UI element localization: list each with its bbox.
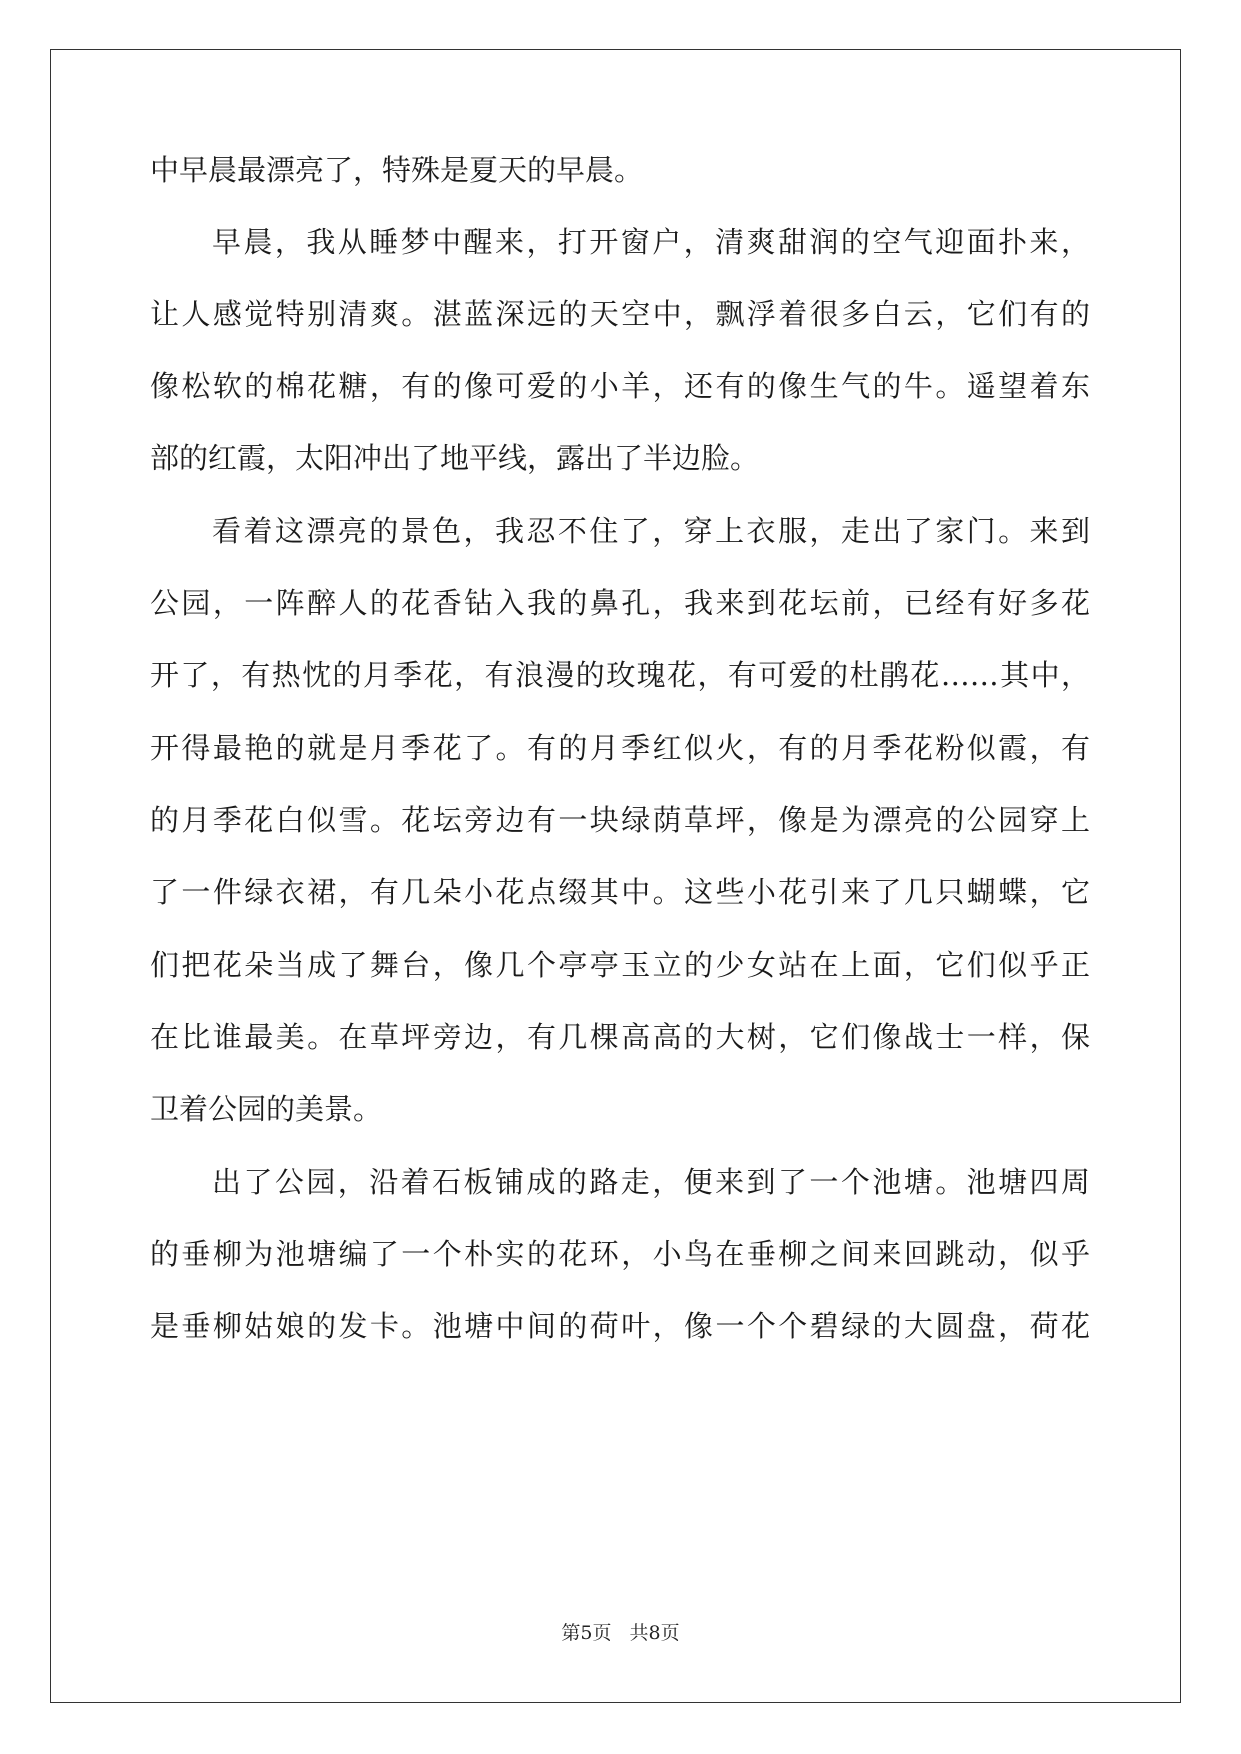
text-line-14: 卫着公园的美景。 [150, 1092, 383, 1126]
text-line-11: 了一件绿衣裙，有几朵小花点缀其中。这些小花引来了几只蝴蝶，它 [150, 875, 1090, 909]
text-line-16: 的垂柳为池塘编了一个朴实的花环，小鸟在垂柳之间来回跳动，似乎 [150, 1237, 1090, 1271]
text-line-1: 中早晨最漂亮了，特殊是夏天的早晨。 [150, 153, 644, 187]
text-line-12: 们把花朵当成了舞台，像几个亭亭玉立的少女站在上面，它们似乎正 [150, 948, 1090, 982]
text-line-17: 是垂柳姑娘的发卡。池塘中间的荷叶，像一个个碧绿的大圆盘，荷花 [150, 1309, 1090, 1343]
text-line-9: 开得最艳的就是月季花了。有的月季红似火，有的月季花粉似霞，有 [150, 731, 1090, 765]
text-line-13: 在比谁最美。在草坪旁边，有几棵高高的大树，它们像战士一样，保 [150, 1020, 1090, 1054]
text-line-5: 部的红霞，太阳冲出了地平线，露出了半边脸。 [150, 441, 760, 475]
page-number: 第5页 [561, 1622, 612, 1644]
text-line-3: 让人感觉特别清爽。湛蓝深远的天空中，飘浮着很多白云，它们有的 [150, 297, 1090, 331]
text-line-4: 像松软的棉花糖，有的像可爱的小羊，还有的像生气的牛。遥望着东 [150, 369, 1090, 403]
text-line-10: 的月季花白似雪。花坛旁边有一块绿荫草坪，像是为漂亮的公园穿上 [150, 803, 1090, 837]
text-line-7: 公园，一阵醉人的花香钻入我的鼻孔，我来到花坛前，已经有好多花 [150, 586, 1090, 620]
page-footer [0, 1618, 1241, 1645]
text-line-6: 看着这漂亮的景色，我忍不住了，穿上衣服，走出了家门。来到 [212, 514, 1090, 548]
page-total: 共8页 [629, 1622, 680, 1644]
text-line-2: 早晨，我从睡梦中醒来，打开窗户，清爽甜润的空气迎面扑来， [212, 225, 1090, 259]
text-line-15: 出了公园，沿着石板铺成的路走，便来到了一个池塘。池塘四周 [212, 1165, 1090, 1199]
text-line-8: 开了，有热忱的月季花，有浪漫的玫瑰花，有可爱的杜鹃花……其中， [150, 658, 1090, 692]
